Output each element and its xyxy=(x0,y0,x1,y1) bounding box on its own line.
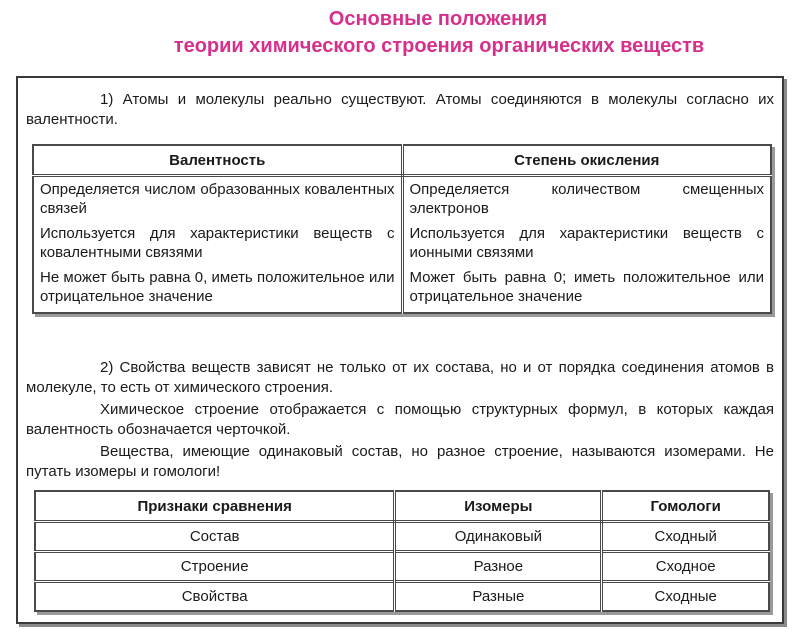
table-row xyxy=(35,582,769,612)
table-header-row xyxy=(33,145,771,176)
table-cell: Определяется количеством смещенных электронов xyxy=(409,181,764,217)
content-frame xyxy=(16,76,784,624)
table-cell: Не может быть равна 0, иметь положительное или отрицательное значение xyxy=(33,265,402,313)
table-cell: Используется для характеристики веществ с ковалентными связями xyxy=(33,221,402,265)
header-isomers: Изомеры xyxy=(395,491,602,522)
table-cell: Сходное xyxy=(602,552,769,582)
section-2 xyxy=(26,358,774,484)
section-1-text: 1) Атомы и молекулы реально существуют. Атомы соединяются в молекулы согласно их валентности. xyxy=(26,91,774,128)
table-row xyxy=(35,552,769,582)
table-row xyxy=(33,265,771,313)
table-cell: Определяется числом образованных ковалентных связей xyxy=(33,176,402,222)
table-row xyxy=(35,522,769,552)
table-cell: Состав xyxy=(35,522,395,552)
table-cell: Разное xyxy=(395,552,602,582)
table-cell: Свойства xyxy=(35,582,395,612)
table-cell: Разные xyxy=(395,582,602,612)
table-cell: Строение xyxy=(35,552,395,582)
page-title xyxy=(0,6,806,60)
section-2-paragraph-1: 2) Свойства веществ зависят не только от их состава, но и от порядка соединения атомов в молекуле, то есть от химического строения. xyxy=(26,359,774,396)
table-cell: Сходные xyxy=(602,582,769,612)
table-cell: Используется для характеристики веществ с ионными связями xyxy=(409,225,764,261)
title-line-2: теории химического строения органических веществ xyxy=(173,35,705,57)
title-line-1: Основные положения xyxy=(328,8,548,30)
table-cell: Одинаковый xyxy=(395,522,602,552)
section-2-paragraph-2: Химическое строение отображается с помощью структурных формул, в которых каждая валентность обозначается черточкой. xyxy=(26,401,774,438)
header-valence: Валентность xyxy=(33,145,402,176)
table-row xyxy=(33,176,771,222)
isomers-homologs-table xyxy=(34,490,770,612)
table-cell: Сходный xyxy=(654,528,717,545)
header-oxidation-state: Степень окисления xyxy=(402,145,771,176)
valence-comparison-table xyxy=(32,144,772,314)
header-criteria: Признаки сравнения xyxy=(35,491,395,522)
header-homologs: Гомологи xyxy=(602,491,769,522)
section-2-paragraph-3: Вещества, имеющие одинаковый состав, но разное строение, называются изомерами. Не путать изомеры и гомологи! xyxy=(26,443,774,480)
table-header-row xyxy=(35,491,769,522)
table-row xyxy=(33,221,771,265)
table-cell: Может быть равна 0; иметь положительное или отрицательное значение xyxy=(409,269,764,305)
